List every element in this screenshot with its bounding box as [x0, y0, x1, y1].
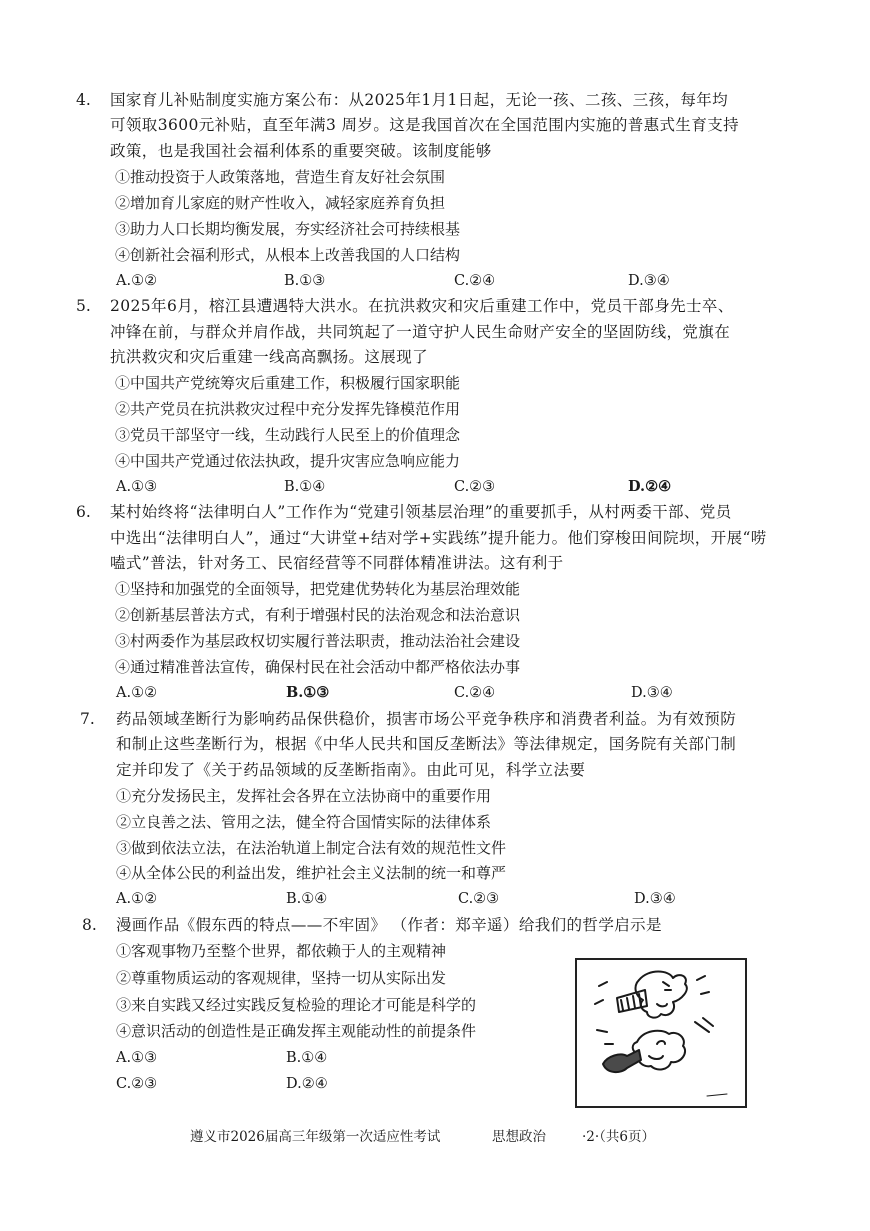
choice-c[interactable]: C.②④	[454, 685, 496, 701]
question-stem-line: 和制止这些垄断行为，根据《中华人民共和国反垄断法》等法律规定，国务院有关部门制	[116, 735, 737, 753]
statement-4: ④中国共产党通过依法执政，提升灾害应急响应能力	[115, 452, 461, 470]
statement-2: ②尊重物质运动的客观规律，坚持一切从实际出发	[116, 969, 447, 987]
choice-c[interactable]: C.②③	[454, 479, 496, 495]
question-stem-line: 药品领域垄断行为影响药品保供稳价，损害市场公平竞争秩序和消费者利益。为有效预防	[116, 710, 737, 728]
choice-b[interactable]: B.①④	[286, 1050, 328, 1066]
choice-d[interactable]: D.③④	[631, 685, 673, 701]
question-number: 6.	[76, 503, 91, 521]
question-stem-line: 中选出“法律明白人”，通过“大讲堂+结对学+实践练”提升能力。他们穿梭田间院坝，开展“唠	[110, 529, 767, 547]
choice-b[interactable]: B.①③	[286, 684, 330, 701]
choice-d[interactable]: D.③④	[628, 273, 670, 289]
question-stem-line: 某村始终将“法律明白人”工作作为“党建引领基层治理”的重要抓手，从村两委干部、党员	[110, 503, 732, 521]
statement-3: ③来自实践又经过实践反复检验的理论才可能是科学的	[116, 996, 477, 1014]
footer-subject: 思想政治	[492, 1129, 546, 1145]
choice-b[interactable]: B.①③	[284, 273, 326, 289]
statement-1: ①充分发扬民主，发挥社会各界在立法协商中的重要作用	[116, 787, 492, 805]
question-stem-line: 冲锋在前，与群众并肩作战，共同筑起了一道守护人民生命财产安全的坚固防线，党旗在	[110, 323, 731, 341]
choice-b[interactable]: B.①④	[286, 891, 328, 907]
choice-a[interactable]: A.①②	[116, 891, 158, 907]
choice-c[interactable]: C.②③	[458, 891, 500, 907]
question-number: 7.	[80, 710, 95, 728]
question-number: 8.	[82, 916, 97, 934]
statement-1: ①推动投资于人政策落地，营造生育友好社会氛围	[115, 168, 446, 186]
choice-a[interactable]: A.①③	[116, 479, 158, 495]
choice-d[interactable]: D.③④	[634, 891, 676, 907]
statement-1: ①中国共产党统筹灾后重建工作，积极履行国家职能	[115, 374, 461, 392]
footer-page-number: ·2·（共6页）	[582, 1129, 656, 1145]
choice-a[interactable]: A.①③	[116, 1050, 158, 1066]
choice-c[interactable]: C.②③	[116, 1076, 158, 1092]
question-stem-line: 定并印发了《关于药品领域的反垄断指南》。由此可见，科学立法要	[116, 761, 586, 779]
choice-c[interactable]: C.②④	[454, 273, 496, 289]
statement-2: ②增加育儿家庭的财产性收入，减轻家庭养育负担	[115, 194, 446, 212]
statement-1: ①客观事物乃至整个世界，都依赖于人的主观精神	[116, 942, 447, 960]
question-number: 5.	[76, 297, 91, 315]
question-stem-line: 2025年6月，榕江县遭遇特大洪水。在抗洪救灾和灾后重建工作中，党员干部身先士卒、	[110, 297, 734, 315]
choice-b[interactable]: B.①④	[284, 479, 326, 495]
question-stem-line: 可领取3600元补贴，直至年满3 周岁。这是我国首次在全国范围内实施的普惠式生育支持	[110, 116, 740, 134]
question-stem-line: 漫画作品《假东西的特点——不牢固》 （作者：郑辛遥）给我们的哲学启示是	[116, 916, 662, 934]
question-stem-line: 国家育儿补贴制度实施方案公布：从2025年1月1日起，无论一孩、二孩、三孩，每年均	[110, 91, 729, 109]
choice-a[interactable]: A.①②	[116, 273, 158, 289]
question-stem-line: 政策，也是我国社会福利体系的重要突破。该制度能够	[110, 142, 492, 160]
statement-3: ③村两委作为基层政权切实履行普法职责，推动法治社会建设	[115, 632, 521, 650]
question-number: 4.	[76, 91, 91, 109]
statement-2: ②创新基层普法方式，有利于增强村民的法治观念和法治意识	[115, 606, 521, 624]
statement-4: ④从全体公民的利益出发，维护社会主义法制的统一和尊严	[116, 864, 507, 882]
cartoon-image	[575, 958, 747, 1108]
choice-a[interactable]: A.①②	[116, 685, 158, 701]
choice-d[interactable]: D.②④	[628, 478, 672, 495]
question-stem-line: 嗑式”普法，针对务工、民宿经营等不同群体精准讲法。这有利于	[110, 554, 564, 572]
statement-2: ②立良善之法、管用之法，健全符合国情实际的法律体系	[116, 813, 492, 831]
statement-3: ③助力人口长期均衡发展，夯实经济社会可持续根基	[115, 220, 461, 238]
statement-1: ①坚持和加强党的全面领导，把党建优势转化为基层治理效能	[115, 580, 521, 598]
statement-3: ③党员干部坚守一线，生动践行人民至上的价值理念	[115, 426, 461, 444]
question-stem-line: 抗洪救灾和灾后重建一线高高飘扬。这展现了	[110, 348, 429, 366]
choice-d[interactable]: D.②④	[286, 1076, 328, 1092]
statement-4: ④通过精准普法宣传，确保村民在社会活动中都严格依法办事	[115, 658, 521, 676]
statement-4: ④创新社会福利形式，从根本上改善我国的人口结构	[115, 246, 461, 264]
footer-exam-title: 遵义市2026届高三年级第一次适应性考试	[190, 1129, 441, 1145]
statement-2: ②共产党员在抗洪救灾过程中充分发挥先锋模范作用	[115, 400, 461, 418]
statement-4: ④意识活动的创造性是正确发挥主观能动性的前提条件	[116, 1022, 477, 1040]
cartoon-false-teeth-icon	[577, 960, 745, 1106]
statement-3: ③做到依法立法，在法治轨道上制定合法有效的规范性文件	[116, 839, 507, 857]
